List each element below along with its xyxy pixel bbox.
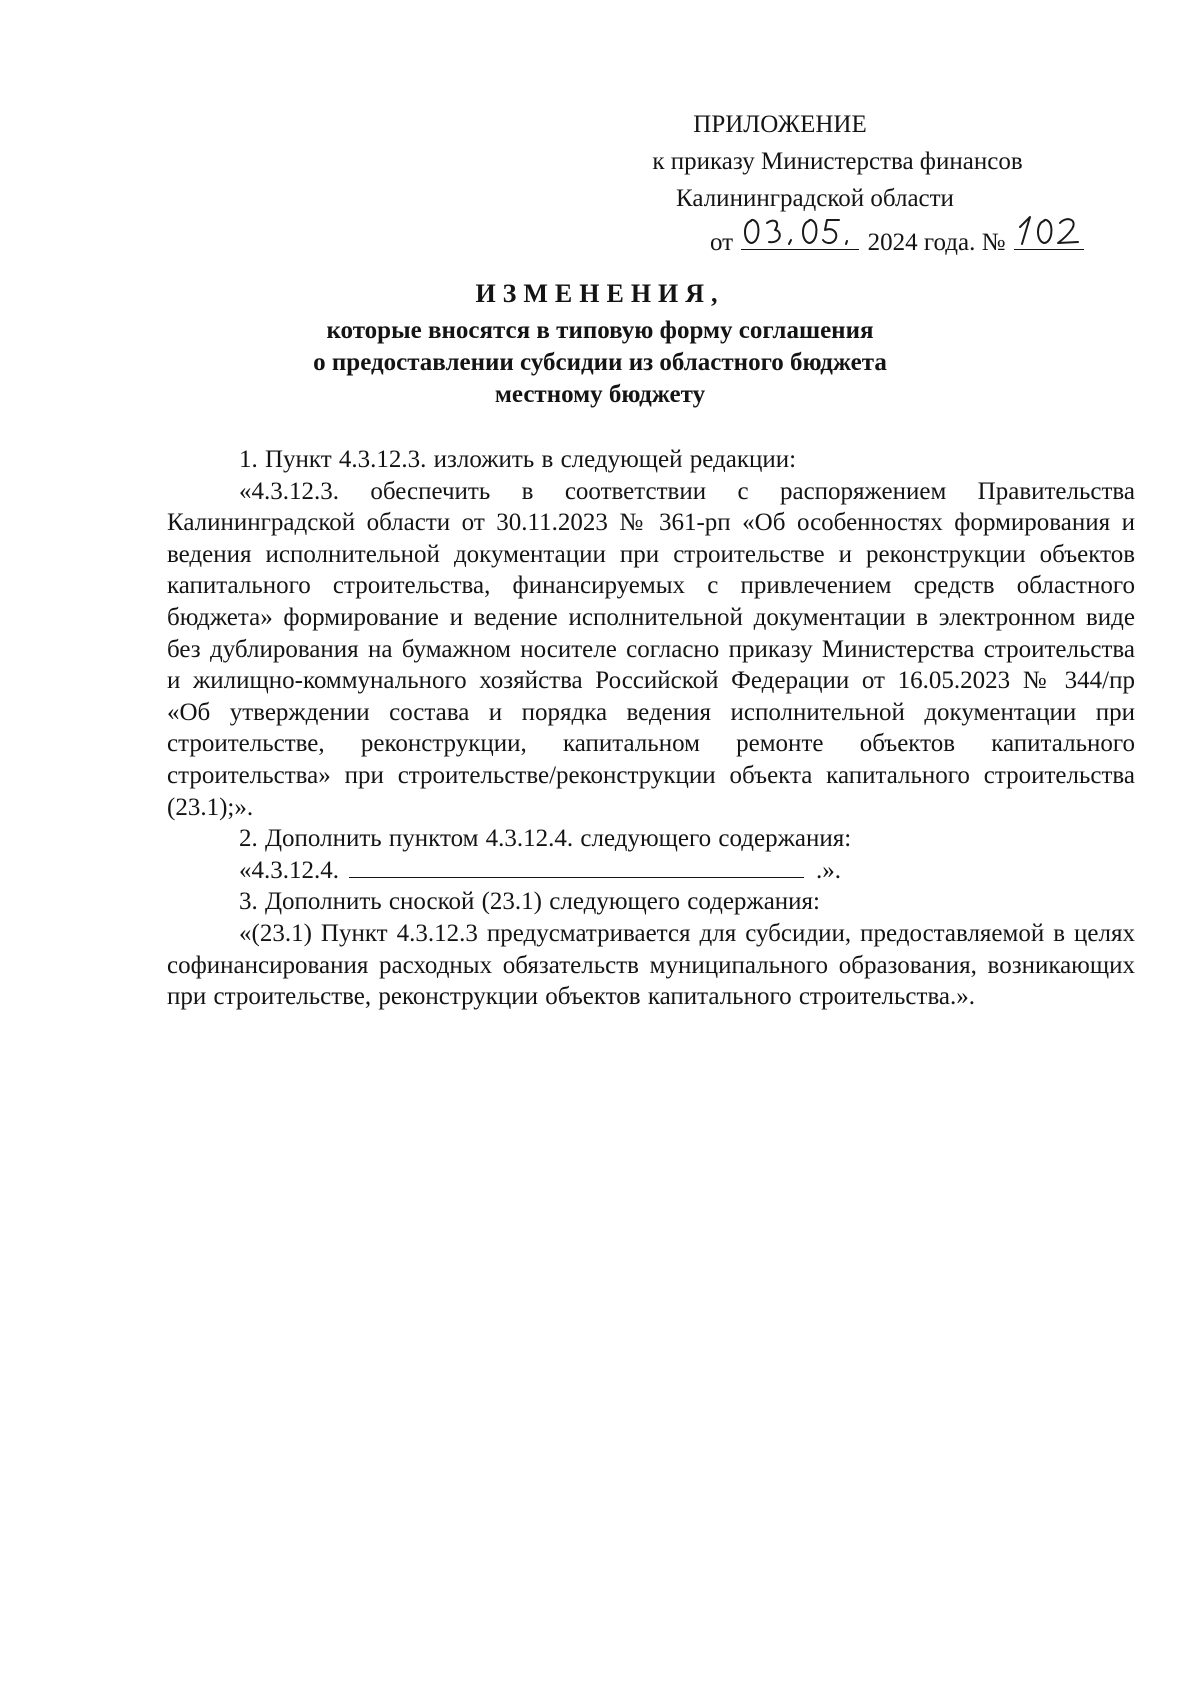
appendix-title: ПРИЛОЖЕНИЕ <box>693 111 867 138</box>
date-year: 2024 года. <box>867 229 976 256</box>
document-subtitle-line-1: которые вносятся в типовую форму соглашения <box>326 317 874 344</box>
handwritten-date-signature <box>741 213 859 249</box>
document-subtitle-line-3: местному бюджету <box>494 381 706 408</box>
blank-fill-line <box>349 855 804 878</box>
paragraph-4 <box>167 855 1135 887</box>
paragraph-1: 1. Пункт 4.3.12.3. изложить в следующей редакции: <box>239 446 797 473</box>
document-title: ИЗМЕНЕНИЯ, <box>475 279 725 308</box>
handwritten-number <box>1014 219 1084 250</box>
appendix-date-line <box>710 219 1086 260</box>
appendix-order-line: к приказу Министерства финансов <box>652 148 1023 175</box>
document-title-block <box>140 278 1060 411</box>
number-sign: № <box>981 229 1006 256</box>
paragraph-4-suffix: .». <box>816 856 841 884</box>
paragraph-5: 3. Дополнить сноской (23.1) следующего содержания: <box>239 888 820 916</box>
appendix-region-line: Калининградской области <box>676 185 954 212</box>
handwritten-date <box>741 219 859 250</box>
document-body <box>167 444 1135 1013</box>
document-subtitle-line-2: о предоставлении субсидии из областного бюджета <box>313 349 887 376</box>
paragraph-2: «4.3.12.3. обеспечить в соответствии с распоряжением Правительства Калининградской области от 30.11.2023 № 361-рп «Об особенностях формирования и ведения исполнительной документации при строительстве и реконструкции объектов капитального строительства, финансируемых с привлечением средств областного бюджета» формирование и ведение исполнительной документации в электронном виде без дублирования на бумажном носителе согласно приказу Министерства строительства и жилищно-коммунального хозяйства Российской Федерации от 16.05.2023 № 344/пр «Об утверждении состава и порядка ведения исполнительной документации при строительстве, реконструкции, капитальном ремонте объектов капитального строительства» при строительстве/реконструкции объекта капитального строительства (23.1);». <box>167 477 1135 821</box>
paragraph-3: 2. Дополнить пунктом 4.3.12.4. следующего содержания: <box>239 825 852 853</box>
paragraph-4-prefix: «4.3.12.4. <box>239 856 339 884</box>
date-prefix: от <box>710 229 734 256</box>
paragraph-6: «(23.1) Пункт 4.3.12.3 предусматривается для субсидии, предоставляемой в целях софинансирования расходных обязательств муниципального образования, возникающих при строительстве, реконструкции объектов капитального строительства.». <box>167 919 1135 1011</box>
handwritten-number-signature <box>1014 213 1084 249</box>
